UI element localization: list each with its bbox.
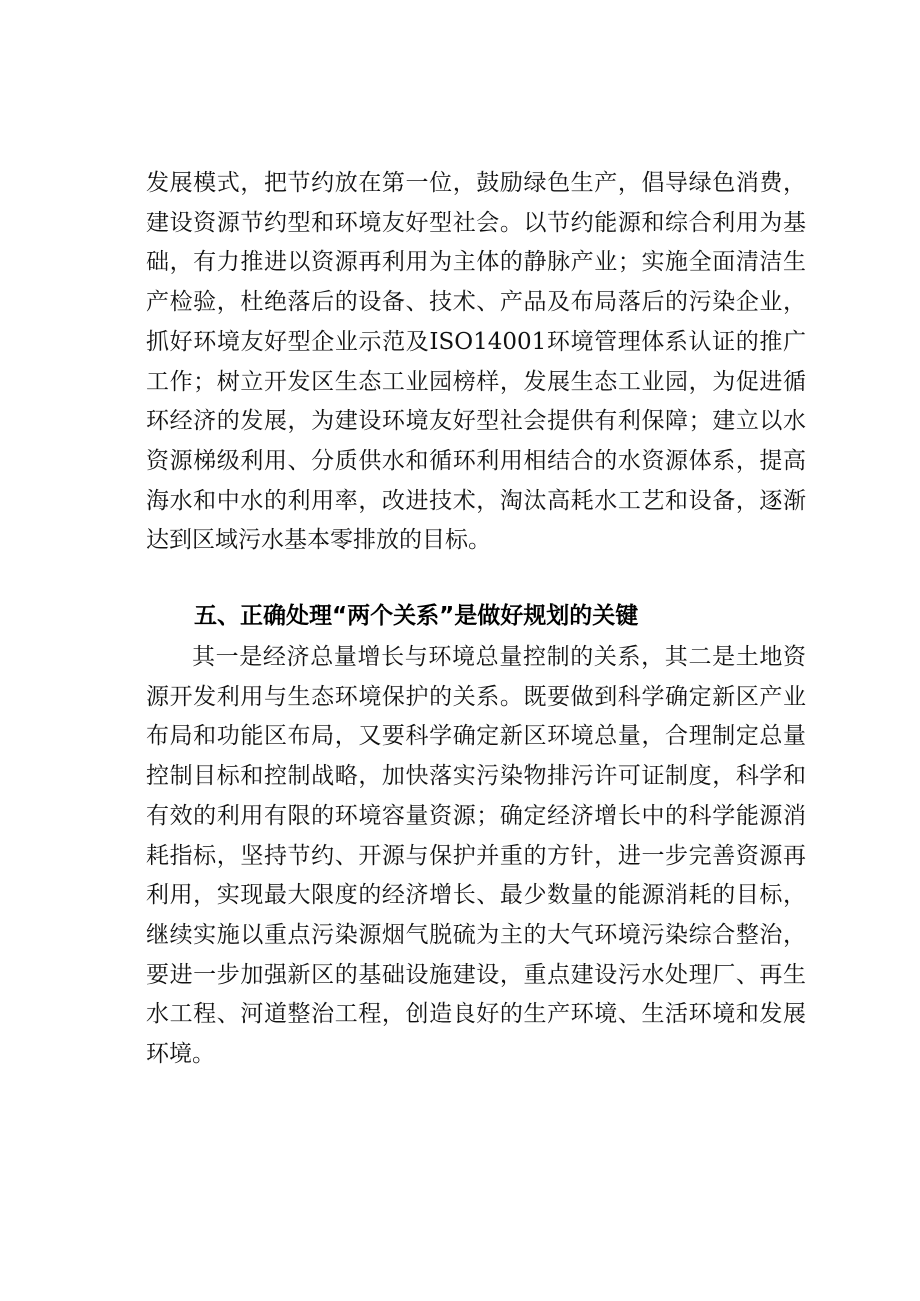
paragraph-two-relations: 其一是经济总量增长与环境总量控制的关系，其二是土地资源开发利用与生态环境保护的关系。既要做到科学确定新区产业布局和功能区布局，又要科学确定新区环境总量，合理制定总量控制目标和控制战略，加快落实污染物排污许可证制度，科学和有效的利用有限的环境容量资源；确定经济增长中的科学能源消耗指标，坚持节约、开源与保护并重的方针，进一步完善资源再利用，实现最大限度的经济增长、最少数量的能源消耗的目标，继续实施以重点污染源烟气脱硫为主的大气环境污染综合整治，要进一步加强新区的基础设施建设，重点建设污水处理厂、再生水工程、河道整治工程，创造良好的生产环境、生活环境和发展环境。 (146, 644, 806, 1068)
section-heading: 五、正确处理“两个关系”是做好规划的关键 (194, 603, 639, 629)
body-section-1 (146, 164, 806, 561)
body-section-2 (146, 638, 806, 1075)
paragraph-continuation: 发展模式，把节约放在第一位，鼓励绿色生产，倡导绿色消费，建设资源节约型和环境友好型社会。以节约能源和综合利用为基础，有力推进以资源再利用为主体的静脉产业；实施全面清洁生产检验，杜绝落后的设备、技术、产品及布局落后的污染企业，抓好环境友好型企业示范及ISO14001环境管理体系认证的推广工作；树立开发区生态工业园榜样，发展生态工业园，为促进循环经济的发展，为建设环境友好型社会提供有利保障；建立以水资源梯级利用、分质供水和循环利用相结合的水资源体系，提高海水和中水的利用率，改进技术，淘汰高耗水工艺和设备，逐渐达到区域污水基本零排放的目标。 (146, 170, 806, 554)
